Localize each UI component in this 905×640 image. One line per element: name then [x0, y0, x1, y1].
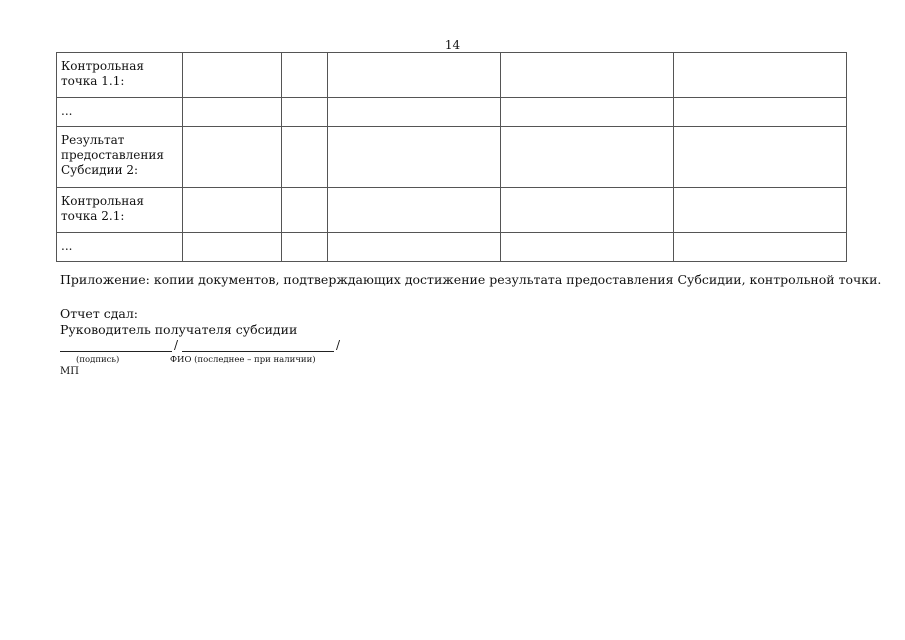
- table-cell: [282, 188, 328, 233]
- signature-lines: [60, 338, 350, 354]
- table-cell: [501, 188, 674, 233]
- table-cell: [183, 127, 282, 188]
- table-cell: ...: [57, 98, 183, 127]
- table-cell: [674, 233, 847, 262]
- table-cell: [328, 233, 501, 262]
- table-cell: [282, 127, 328, 188]
- table-cell: [501, 233, 674, 262]
- table-row: [57, 188, 847, 233]
- table-cell: [674, 53, 847, 98]
- page-number: 14: [444, 38, 461, 52]
- table-row: [57, 53, 847, 98]
- table-cell: Контрольная точка 2.1:: [57, 188, 183, 233]
- name-line: [182, 351, 334, 352]
- table-cell: [328, 188, 501, 233]
- table-cell: [183, 53, 282, 98]
- table-cell: Результат предоставления Субсидии 2:: [57, 127, 183, 188]
- report-table: [56, 52, 847, 262]
- table-cell: [183, 233, 282, 262]
- signature-caption: (подпись): [76, 355, 120, 365]
- table-cell: [328, 127, 501, 188]
- slash-separator: /: [336, 338, 341, 352]
- name-caption: ФИО (последнее – при наличии): [170, 355, 316, 365]
- table-cell: [282, 53, 328, 98]
- table-cell: [501, 98, 674, 127]
- table-cell: [328, 53, 501, 98]
- table-cell: [674, 188, 847, 233]
- table-cell: [183, 98, 282, 127]
- table-cell: Контрольная точка 1.1:: [57, 53, 183, 98]
- table-row: [57, 127, 847, 188]
- table-cell: [282, 233, 328, 262]
- table-cell: [328, 98, 501, 127]
- table-row: [57, 98, 847, 127]
- signature-block: [60, 306, 297, 338]
- table-cell: [282, 98, 328, 127]
- report-submitted-label: Отчет сдал:: [60, 306, 139, 321]
- slash-separator: /: [174, 338, 179, 352]
- table-cell: ...: [57, 233, 183, 262]
- table-cell: [501, 127, 674, 188]
- attachment-note: Приложение: копии документов, подтверждающих достижение результата предоставления Субсидии, контрольной точки.: [60, 272, 882, 287]
- signature-line: [60, 351, 172, 352]
- table-row: [57, 233, 847, 262]
- table-cell: [674, 127, 847, 188]
- table-cell: [183, 188, 282, 233]
- table-cell: [501, 53, 674, 98]
- table-cell: [674, 98, 847, 127]
- head-of-recipient-label: Руководитель получателя субсидии: [60, 322, 298, 337]
- stamp-label: МП: [60, 366, 79, 377]
